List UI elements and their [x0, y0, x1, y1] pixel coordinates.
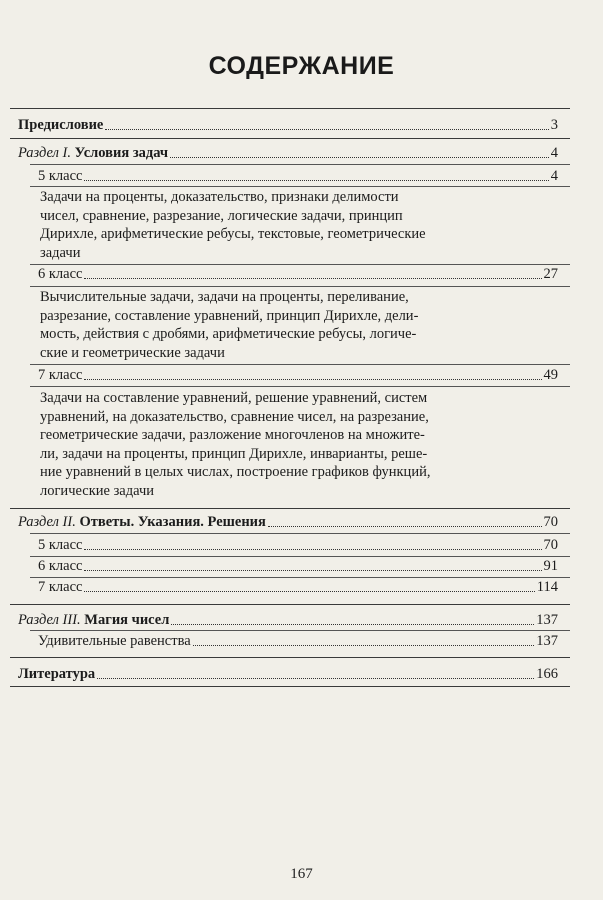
divider [10, 657, 570, 658]
toc-entry-answers-grade-7[interactable] [38, 578, 558, 596]
toc-entry-page: 91 [543, 558, 558, 574]
toc-entry-grade-7[interactable] [38, 366, 558, 384]
description-line: задачи [40, 244, 81, 261]
section-number: Раздел II. [18, 514, 76, 530]
section-number: Раздел III. [18, 612, 81, 628]
divider [30, 630, 570, 631]
toc-entry-section-1[interactable] [18, 144, 558, 162]
divider [30, 186, 570, 187]
leader-dots [84, 570, 541, 571]
leader-dots [193, 645, 535, 646]
divider [10, 108, 570, 109]
toc-entry-section-3[interactable] [18, 611, 558, 629]
toc-entry-label: Удивительные равенства [38, 633, 191, 649]
toc-entry-label: 7 класс [38, 367, 83, 383]
toc-entry-page: 137 [536, 612, 558, 628]
toc-entry-grade-6[interactable] [38, 265, 558, 283]
toc-entry-page: 70 [543, 537, 558, 553]
toc-entry-section-2[interactable] [18, 513, 558, 531]
leader-dots [84, 549, 541, 550]
page-number: 167 [290, 866, 313, 882]
toc-entry-page: 4 [550, 145, 558, 161]
leader-dots [84, 180, 548, 181]
description-line: ние уравнений в целых числах, построение графиков функций, [40, 464, 431, 480]
leader-dots [84, 591, 534, 592]
toc-entry-label: 7 класс [38, 579, 83, 595]
description-line: Вычислительные задачи, задачи на проценты, переливание, [40, 289, 409, 305]
grade-7-description [40, 389, 558, 500]
toc-entry-page: 70 [543, 514, 558, 530]
toc-entry-amazing-equalities[interactable] [38, 632, 558, 650]
leader-dots [171, 624, 534, 625]
description-line: ские и геометрические задачи [40, 344, 225, 361]
toc-entry-label: Предисловие [18, 117, 104, 133]
toc-entry-literature[interactable] [18, 665, 558, 683]
toc-entry-answers-grade-5[interactable] [38, 536, 558, 554]
toc-entry-page: 4 [550, 168, 558, 184]
leader-dots [97, 678, 534, 679]
toc-entry-label: 6 класс [38, 266, 83, 282]
toc-entry-page: 27 [543, 266, 558, 282]
leader-dots [268, 526, 542, 527]
divider [30, 164, 570, 165]
description-line: Задачи на составление уравнений, решение уравнений, систем [40, 390, 428, 406]
divider [30, 364, 570, 365]
description-line: разрезание, составление уравнений, принцип Дирихле, дели- [40, 307, 419, 324]
grade-6-description [40, 288, 558, 362]
leader-dots [84, 278, 541, 279]
description-line: логические задачи [40, 482, 155, 499]
toc-entry-label: 5 класс [38, 537, 83, 553]
leader-dots [84, 379, 541, 380]
description-line: ли, задачи на проценты, принцип Дирихле, инварианты, реше- [40, 445, 428, 462]
toc-entry-grade-5[interactable] [38, 167, 558, 185]
description-line: мость, действия с дробями, арифметические ребусы, логиче- [40, 326, 417, 342]
divider [30, 286, 570, 287]
grade-5-description [40, 188, 558, 262]
toc-entry-label: Ответы. Указания. Решения [75, 514, 266, 530]
toc-entry-label: Литература [18, 666, 96, 682]
description-line: Дирихле, арифметические ребусы, текстовые, геометрические [40, 226, 426, 242]
page-title: СОДЕРЖАНИЕ [208, 52, 395, 80]
toc-entry-page: 166 [536, 666, 558, 682]
description-line: уравнений, на доказательство, сравнение чисел, на разрезание, [40, 408, 429, 425]
description-line: геометрические задачи, разложение многочленов на множите- [40, 427, 425, 443]
leader-dots [105, 129, 548, 130]
section-number: Раздел I. [18, 145, 72, 161]
leader-dots [170, 157, 549, 158]
toc-entry-page: 3 [550, 117, 558, 133]
divider [10, 508, 570, 509]
toc-entry-answers-grade-6[interactable] [38, 557, 558, 575]
divider [10, 686, 570, 687]
toc-entry-label: Магия чисел [80, 612, 170, 628]
toc-entry-label: 6 класс [38, 558, 83, 574]
toc-entry-preface[interactable] [18, 116, 558, 134]
toc-entry-page: 114 [536, 579, 558, 595]
divider [30, 533, 570, 534]
divider [10, 138, 570, 139]
toc-entry-page: 137 [536, 633, 558, 649]
toc-entry-page: 49 [543, 367, 558, 383]
description-line: чисел, сравнение, разрезание, логические задачи, принцип [40, 207, 403, 224]
toc-entry-label: Условия задач [71, 145, 169, 161]
toc-entry-label: 5 класс [38, 168, 83, 184]
divider [30, 386, 570, 387]
description-line: Задачи на проценты, доказательство, признаки делимости [40, 189, 399, 205]
divider [10, 604, 570, 605]
